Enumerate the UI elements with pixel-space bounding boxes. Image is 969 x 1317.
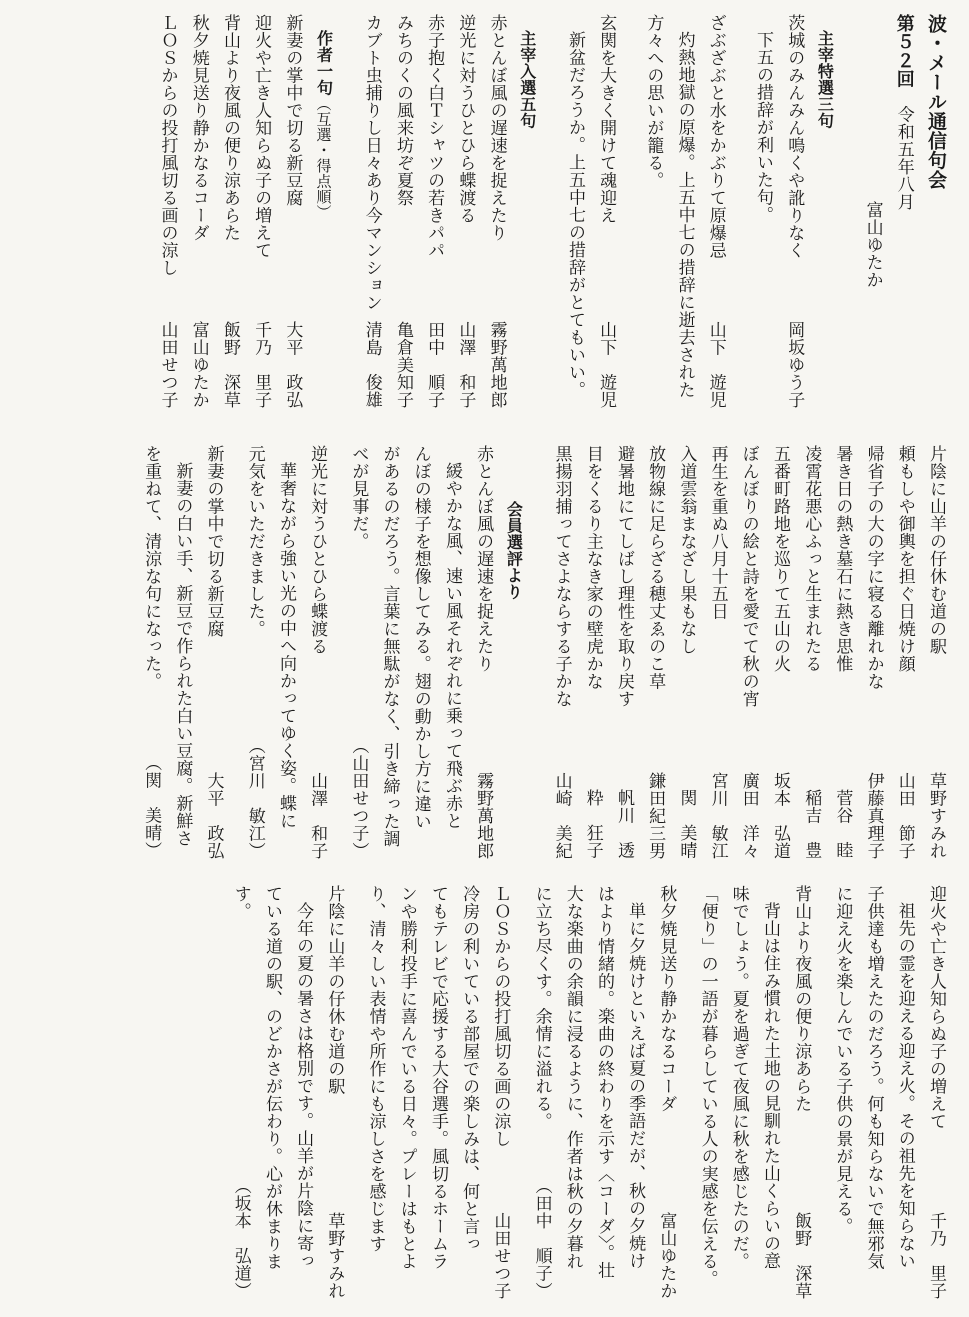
- haiku-author: 関 美晴: [676, 789, 697, 859]
- author-haiku: [245, 14, 276, 414]
- review-section-heading: 会員選評より: [504, 501, 524, 600]
- haiku-author: 草野すみれ: [926, 771, 946, 859]
- haiku-author: 霧野萬地郎: [473, 771, 494, 859]
- haiku-author: 粋 狂子: [582, 789, 603, 859]
- haiku-author: 山崎 美紀: [551, 771, 572, 859]
- haiku-author: 廣田 洋々: [738, 771, 759, 859]
- haiku-author: 山澤 和子: [455, 320, 476, 408]
- haiku-author: 山田せつ子: [490, 1211, 511, 1299]
- top-section: [11, 14, 951, 414]
- haiku-text: 迎火や亡き人知らぬ子の増えて: [926, 885, 946, 1130]
- reviewer: （関 美晴）: [141, 754, 162, 859]
- comment-line: ンや勝利投手に喜んでいる日々。プレーはもとよ: [396, 885, 417, 1270]
- haiku-author: 霧野萬地郎: [486, 320, 507, 408]
- select-haiku: [418, 14, 449, 414]
- comment-line: 子供達も増えたのだろう。何も知らないで無邪気: [863, 885, 884, 1270]
- haiku-author: 山下 遊児: [705, 320, 726, 408]
- review-haiku: [467, 445, 498, 865]
- author-haiku: [183, 14, 214, 414]
- haiku-author: 大平 政弘: [282, 320, 303, 408]
- comment-line: 「便り」の一語が暮らしている人の実感を伝える。: [697, 885, 718, 1288]
- haiku-text: 頼もしや御輿を担ぐ日焼け顔: [894, 445, 915, 673]
- comment-line: 緩やかな風、速い風それぞれに乗って飛ぶ赤と: [441, 462, 462, 830]
- haiku-text: 再生を重ぬ八月十五日: [707, 445, 728, 620]
- haiku-text: 黒揚羽捕ってさよならする子かな: [551, 445, 572, 708]
- haiku-text: 避暑地にてしばし理性を取り戻す: [613, 445, 634, 708]
- author-haiku: [214, 14, 245, 414]
- review-haiku: [301, 445, 332, 865]
- haiku-text: 秋夕焼見送り静かなるコーダ: [656, 885, 677, 1113]
- special-haiku-1: [778, 14, 809, 414]
- comment-line: 方々への思いが籠る。: [643, 14, 664, 189]
- bottom-section: [11, 885, 951, 1305]
- haiku-author: 山澤 和子: [307, 771, 328, 859]
- haiku-author: 帆川 透: [613, 789, 634, 859]
- comment-line: てもテレビで応援する大谷選手。風切るホームラ: [427, 885, 448, 1270]
- haiku-author: 飯野 深草: [219, 320, 240, 408]
- select-haiku: [449, 14, 480, 414]
- comment-line: 大な楽曲の余韻に浸るように、作者は秋の夕暮れ: [562, 885, 583, 1270]
- middle-section: [11, 445, 951, 865]
- haiku-author: 宮川 敏江: [707, 771, 728, 859]
- special-section-heading: 主宰特選三句: [815, 30, 835, 129]
- haiku-text: ざぶざぶと水をかぶりて原爆忌: [705, 14, 726, 259]
- author-haiku: [608, 445, 639, 865]
- author-haiku: [639, 445, 670, 865]
- comment-line: 元気をいただきました。 （宮川 敏江）: [239, 445, 270, 865]
- issue-number: 第５２回: [893, 14, 915, 88]
- comment-line: 下五の措辞が利いた句。: [752, 31, 773, 224]
- haiku-author: 稲吉 豊: [801, 789, 822, 859]
- haiku-author: 富山ゆたか: [656, 1211, 677, 1299]
- author-haiku: [701, 445, 732, 865]
- reviewer: （宮川 敏江）: [244, 736, 265, 859]
- comment-line: 新妻の白い手、新豆で作られた白い豆腐。新鮮さ: [172, 462, 193, 847]
- haiku-author: 菅谷 睦: [832, 789, 853, 859]
- haiku-text: ぼんぼりの絵と詩を愛でて秋の宵: [738, 445, 759, 708]
- haiku-text: 秋夕焼見送り静かなるコーダ: [188, 14, 209, 242]
- review-haiku: [197, 445, 228, 865]
- haiku-text: 赤とんぼ風の遅速を捉えたり: [486, 14, 507, 242]
- comment-line: す。 （坂本 弘道）: [225, 885, 256, 1305]
- comment-line: り、清々しい表情や所作にも涼しさを感じます: [365, 885, 386, 1253]
- haiku-text: 片陰に山羊の仔休む道の駅: [926, 445, 946, 655]
- haiku-text: ＬＯＳからの投打風切る画の涼し: [157, 14, 178, 277]
- haiku-text: 新妻の掌中で切る新豆腐: [203, 445, 224, 638]
- review-haiku: [920, 885, 951, 1305]
- comment-line: 冷房の利いている部屋での楽しみは、何と言っ: [459, 885, 480, 1253]
- author-haiku: [920, 445, 951, 865]
- reviewer: （山田せつ子）: [348, 736, 369, 859]
- haiku-text: 玄関を大きく開けて魂迎え: [596, 14, 617, 224]
- haiku-author: 山田 節子: [894, 771, 915, 859]
- editor-name: 富山ゆたか: [862, 201, 883, 289]
- review-haiku: [650, 885, 681, 1305]
- author-section-heading: 作者一句（互選・得点順）: [314, 30, 334, 220]
- author-haiku: [889, 445, 920, 865]
- comment-line: はより情緒的。楽曲の終わりを示す〈コーダ〉。壮: [593, 885, 614, 1279]
- author-haiku: [795, 445, 826, 865]
- reviewer: （坂本 弘道）: [230, 1176, 251, 1299]
- author-haiku: [545, 445, 576, 865]
- comment-line: ている道の駅、のどかさが伝わり。心が休まりま: [261, 885, 282, 1270]
- haiku-text: 逆光に対うひとひら蝶渡る: [455, 14, 476, 224]
- haiku-text: 茨城のみんみん鳴くや訛りなく: [784, 14, 805, 259]
- comment-line: 背山は住み慣れた土地の見馴れた山くらいの意: [759, 902, 780, 1270]
- author-haiku: [670, 445, 701, 865]
- select-haiku: [356, 14, 387, 414]
- haiku-text: カブト虫捕りし日々あり今マンション: [361, 14, 382, 312]
- comment-line: んぼの様子を想像してみる。翅の動かし方に違い: [410, 445, 431, 830]
- select-section-heading: 主宰入選五句: [517, 30, 537, 129]
- comment-line: があるのだろう。言葉に無駄がなく、引き締った調: [379, 445, 400, 848]
- haiku-text: 背山より夜風の便り涼あらた: [219, 14, 240, 242]
- issue-line: [888, 14, 920, 414]
- haiku-text: 新妻の掌中で切る新豆腐: [282, 14, 303, 207]
- haiku-text: 赤子抱く白Ｔシャツの若きパパ: [424, 14, 445, 259]
- newsletter-title: 波・メール通信句会: [925, 14, 947, 190]
- special-haiku-3: [590, 14, 621, 414]
- haiku-author: 伊藤真理子: [863, 771, 884, 859]
- review-haiku: [484, 885, 515, 1305]
- comment-line: に迎え火を楽しんでいる子供の景が見える。: [832, 885, 853, 1235]
- haiku-text: 迎火や亡き人知らぬ子の増えて: [251, 14, 272, 259]
- haiku-text: 背山より夜風の便り涼あらた: [791, 885, 812, 1113]
- haiku-author: 山下 遊児: [596, 320, 617, 408]
- haiku-author: 飯野 深草: [791, 1211, 812, 1299]
- haiku-author: 草野すみれ: [324, 1211, 345, 1299]
- review-haiku: [785, 885, 816, 1305]
- haiku-author: 岡坂ゆう子: [784, 320, 805, 408]
- haiku-text: 放物線に足らざる穂丈ゑのこ草: [645, 445, 666, 690]
- haiku-author: 千乃 里子: [251, 320, 272, 408]
- comment-line: 祖先の霊を迎える迎え火。その祖先を知らない: [894, 902, 915, 1270]
- author-haiku: [151, 14, 182, 414]
- comment-line: を重ねて、清涼な句になった。 （関 美晴）: [135, 445, 166, 865]
- haiku-author: 富山ゆたか: [188, 320, 209, 408]
- review-haiku: [318, 885, 349, 1305]
- haiku-author: 大平 政弘: [203, 771, 224, 859]
- haiku-text: 逆光に対うひとひら蝶渡る: [307, 445, 328, 655]
- haiku-text: 目をくるり主なき家の壁虎かな: [582, 445, 603, 690]
- haiku-text: みちのくの風来坊ぞ夏祭: [392, 14, 413, 207]
- comment-line: 新盆だろうか。上五中七の措辞がとてもいい。: [564, 31, 585, 399]
- author-haiku: [857, 445, 888, 865]
- select-haiku: [480, 14, 511, 414]
- comment-line: 今年の夏の暑さは格別です。山羊が片陰に寄っ: [293, 902, 314, 1270]
- select-haiku: [387, 14, 418, 414]
- haiku-text: 赤とんぼ風の遅速を捉えたり: [473, 445, 494, 673]
- haiku-text: 五番町路地を巡りて五山の火: [769, 445, 790, 673]
- haiku-author: 鎌田紀三男: [645, 771, 666, 859]
- author-haiku: [733, 445, 764, 865]
- author-haiku: [826, 445, 857, 865]
- haiku-author: 坂本 弘道: [769, 771, 790, 859]
- haiku-text: 入道雲翁まなざし果もなし: [676, 445, 697, 655]
- haiku-author: 亀倉美知子: [392, 320, 413, 408]
- comment-line: 灼熱地獄の原爆。上五中七の措辞に逝去された: [674, 31, 695, 399]
- comment-line: 味でしょう。夏を過ぎて夜風に秋を感じたのだ。: [728, 885, 749, 1270]
- haiku-author: 千乃 里子: [926, 1211, 946, 1299]
- haiku-author: 山田せつ子: [157, 320, 178, 408]
- comment-line: に立ち尽くす。余情に溢れる。 （田中 順子）: [525, 885, 556, 1305]
- haiku-text: 暑き日の熱き墓石に熱き思惟: [832, 445, 853, 673]
- special-haiku-2: [700, 14, 731, 414]
- comment-line: 単に夕焼けといえば夏の季語だが、秋の夕焼け: [625, 902, 646, 1270]
- issue-date: 令和五年八月: [893, 105, 914, 211]
- comment-line: べが見事だ。 （山田せつ子）: [342, 445, 373, 865]
- haiku-author: 田中 順子: [424, 320, 445, 408]
- haiku-text: 片陰に山羊の仔休む道の駅: [324, 885, 345, 1095]
- author-haiku: [577, 445, 608, 865]
- haiku-author: 清島 俊雄: [361, 320, 382, 408]
- haiku-text: 凌霄花悪心ふっと生まれたる: [801, 445, 822, 673]
- author-haiku: [276, 14, 307, 414]
- reviewer: （田中 順子）: [531, 1176, 552, 1299]
- haiku-text: ＬＯＳからの投打風切る画の涼し: [490, 885, 511, 1148]
- author-haiku: [764, 445, 795, 865]
- haiku-text: 帰省子の大の字に寝る離れかな: [863, 445, 884, 690]
- comment-line: 華奢ながら強い光の中へ向かってゆく姿。蝶に: [275, 462, 296, 830]
